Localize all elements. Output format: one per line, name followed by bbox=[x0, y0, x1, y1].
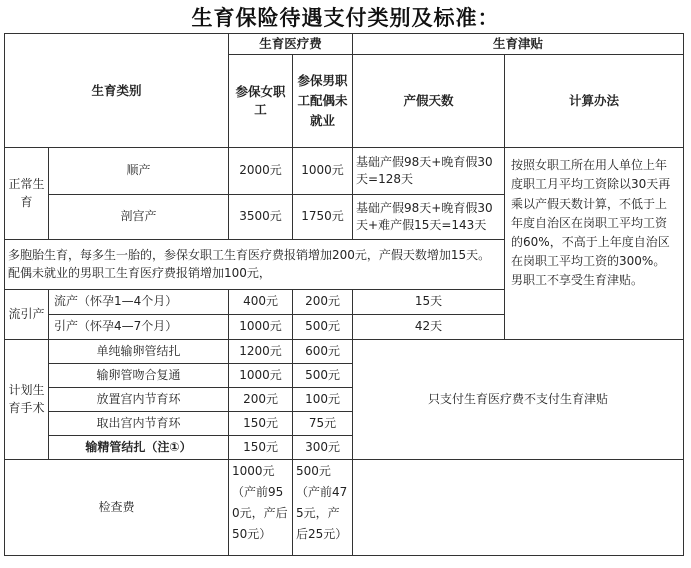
row-female: 150元 bbox=[229, 436, 293, 460]
row-label: 输精管结扎（注①） bbox=[49, 436, 229, 460]
maternity-benefit-table bbox=[4, 33, 684, 556]
checkup-row bbox=[5, 460, 684, 556]
checkup-female: 1000元（产前950元，产后50元） bbox=[229, 460, 293, 556]
table-row bbox=[5, 148, 684, 195]
group-abortion: 流引产 bbox=[5, 290, 49, 340]
header-female: 参保女职工 bbox=[229, 55, 293, 148]
row-female: 200元 bbox=[229, 388, 293, 412]
row-spouse: 300元 bbox=[293, 436, 353, 460]
page-title: 生育保险待遇支付类别及标准： bbox=[191, 5, 500, 30]
row-spouse: 1000元 bbox=[293, 148, 353, 195]
row-female: 1200元 bbox=[229, 340, 293, 364]
row-female: 1000元 bbox=[229, 315, 293, 340]
header-medical-fee: 生育医疗费 bbox=[229, 34, 353, 55]
row-female: 2000元 bbox=[229, 148, 293, 195]
header-allowance: 生育津贴 bbox=[353, 34, 684, 55]
header-spouse: 参保男职工配偶未就业 bbox=[293, 55, 353, 148]
row-days: 基础产假98天+晚育假30天+难产假15天=143天 bbox=[353, 195, 505, 240]
checkup-spouse: 500元（产前475元，产后25元） bbox=[293, 460, 353, 556]
row-days: 15天 bbox=[353, 290, 505, 315]
header-type: 生育类别 bbox=[5, 34, 229, 148]
row-spouse: 500元 bbox=[293, 315, 353, 340]
group-family-planning: 计划生育手术 bbox=[5, 340, 49, 460]
checkup-label: 检查费 bbox=[5, 460, 229, 556]
multi-birth-note: 多胞胎生育，每多生一胎的，参保女职工生育医疗费报销增加200元，产假天数增加15天。配偶未就业的男职工生育医疗费报销增加100元， bbox=[5, 240, 505, 290]
row-label: 单纯输卵管结扎 bbox=[49, 340, 229, 364]
row-label: 剖宫产 bbox=[49, 195, 229, 240]
row-spouse: 100元 bbox=[293, 388, 353, 412]
row-label: 输卵管吻合复通 bbox=[49, 364, 229, 388]
row-label: 顺产 bbox=[49, 148, 229, 195]
row-spouse: 200元 bbox=[293, 290, 353, 315]
calc-method-cell bbox=[505, 148, 684, 340]
row-female: 1000元 bbox=[229, 364, 293, 388]
calc-text: 按照女职工所在用人单位上年度职工月平均工资除以30天再乘以产假天数计算，不低于上年度自治区在岗职工平均工资的60%，不高于上年度自治区在岗职工平均工资的300%。 bbox=[511, 158, 671, 269]
table-row bbox=[5, 340, 684, 364]
row-spouse: 500元 bbox=[293, 364, 353, 388]
group-normal: 正常生育 bbox=[5, 148, 49, 240]
row-spouse: 75元 bbox=[293, 412, 353, 436]
row-female: 3500元 bbox=[229, 195, 293, 240]
row-label: 流产（怀孕1—4个月） bbox=[49, 290, 229, 315]
row-label: 取出宫内节育环 bbox=[49, 412, 229, 436]
row-days: 42天 bbox=[353, 315, 505, 340]
header-calc-method: 计算办法 bbox=[505, 55, 684, 148]
header-leave-days: 产假天数 bbox=[353, 55, 505, 148]
checkup-empty bbox=[353, 460, 684, 556]
row-spouse: 1750元 bbox=[293, 195, 353, 240]
row-label: 引产（怀孕4—7个月） bbox=[49, 315, 229, 340]
row-days: 基础产假98天+晚育假30天=128天 bbox=[353, 148, 505, 195]
row-female: 150元 bbox=[229, 412, 293, 436]
row-label: 放置宫内节育环 bbox=[49, 388, 229, 412]
row-spouse: 600元 bbox=[293, 340, 353, 364]
row-female: 400元 bbox=[229, 290, 293, 315]
calc-note: 男职工不享受生育津贴。 bbox=[511, 273, 644, 288]
header-row-1 bbox=[5, 34, 684, 55]
family-planning-note: 只支付生育医疗费不支付生育津贴 bbox=[353, 340, 684, 460]
